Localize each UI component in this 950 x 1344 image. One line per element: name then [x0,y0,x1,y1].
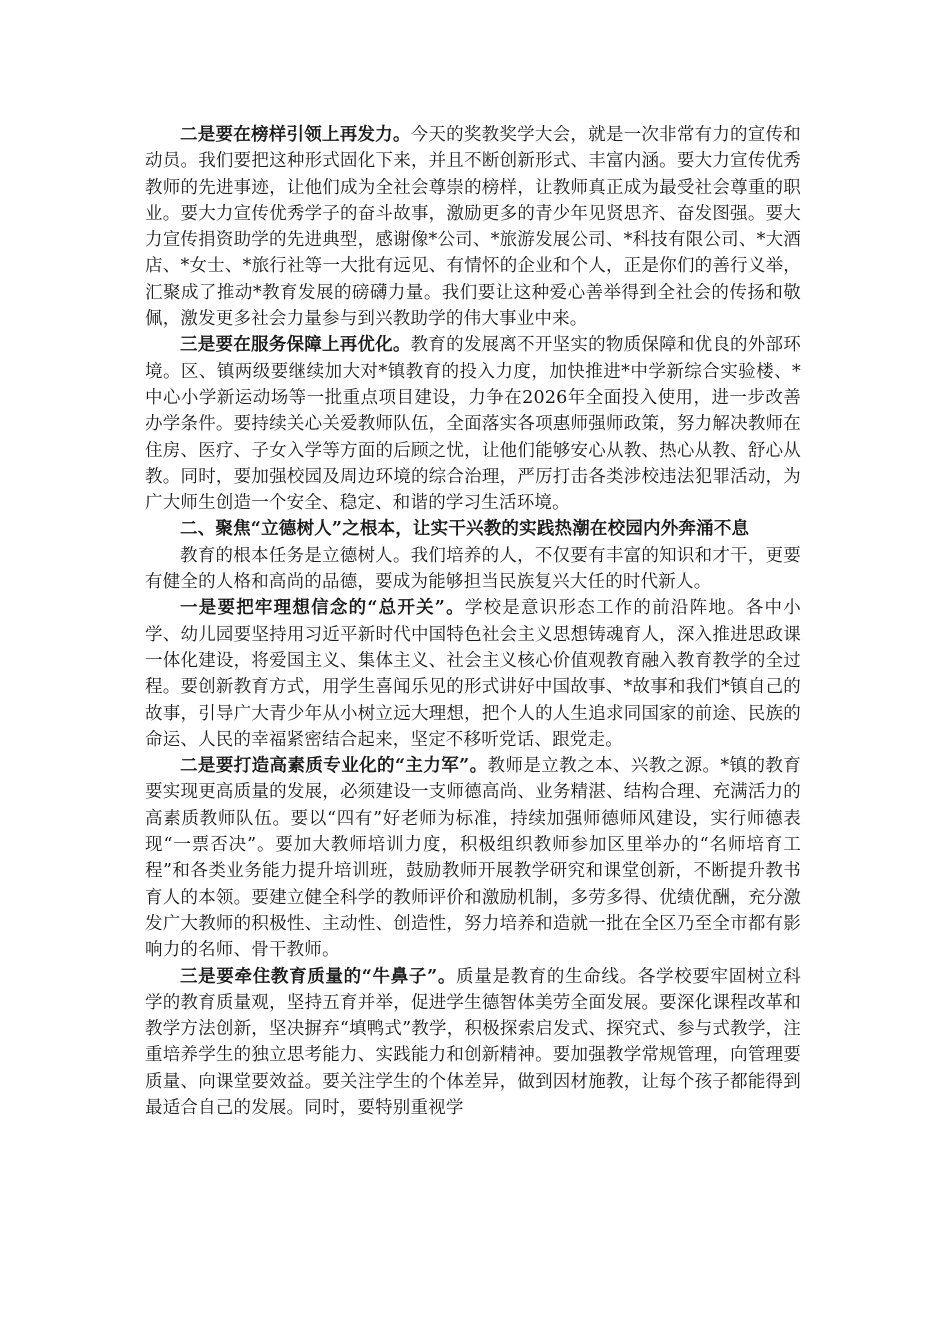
paragraph-service-guarantee [145,332,801,516]
section-heading [145,516,801,542]
paragraph-teacher-team [145,753,801,963]
paragraph-text: 教育的根本任务是立德树人。我们培养的人，不仅要有丰富的知识和才干，更要有健全的人格和高尚的品德，要成为能够担当民族复兴大任的时代新人。 [145,545,801,593]
paragraph-text: 教师是立教之本、兴教之源。*镇的教育要实现更高质量的发展，必须建设一支师德高尚、业务精湛、结构合理、充满活力的高素质教师队伍。要以“四有”好老师为标准，持续加强师德师风建设，实行师德表现“一票否决”。要加大教师培训力度，积极组织教师参加区里举办的“名师培育工程”和各类业务能力提升培训班，鼓励教师开展教学研究和课堂创新，不断提升教书育人的本领。要建立健全科学的教师评价和激励机制，多劳多得、优绩优酬，充分激发广大教师的积极性、主动性、创造性，努力培养和造就一批在全区乃至全市都有影响力的名师、骨干教师。 [145,756,801,961]
paragraph-lead: 二是要在榜样引领上再发力。 [180,125,411,145]
paragraph-lead: 三是要牵住教育质量的“牛鼻子”。 [180,966,457,987]
paragraph-ideals-beliefs [145,595,801,753]
paragraph-text: 今天的奖教奖学大会，就是一次非常有力的宣传和动员。我们要把这种形式固化下来，并且不断创新形式、丰富内涵。要大力宣传优秀教师的先进事迹，让他们成为全社会尊崇的榜样，让教师真正成为最受社会尊重的职业。要大力宣传优秀学子的奋斗故事，激励更多的青少年见贤思齐、奋发图强。要大力宣传捐资助学的先进典型，感谢像*公司、*旅游发展公司、*科技有限公司、*大酒店、*女士、*旅行社等一大批有远见、有情怀的企业和个人，正是你们的善行义举，汇聚成了推动*教育发展的磅礴力量。我们要让这种爱心善举得到全社会的传扬和敬佩，激发更多社会力量参与到兴教助学的伟大事业中来。 [145,125,801,330]
paragraph-lead: 一是要把牢理想信念的“总开关”。 [180,598,465,619]
paragraph-fundamental-task [145,543,801,596]
paragraph-text: 教育的发展离不开坚实的物质保障和优良的外部环境。区、镇两级要继续加大对*镇教育的投入力度，加快推进*中学新综合实验楼、*中心小学新运动场等一批重点项目建设，力争在2026年全面投入使用，进一步改善办学条件。要持续关心关爱教师队伍，全面落实各项惠师强师政策，努力解决教师在住房、医疗、子女入学等方面的后顾之忧，让他们能够安心从教、热心从教、舒心从教。同时，要加强校园及周边环境的综合治理，严厉打击各类涉校违法犯罪活动，为广大师生创造一个安全、稳定、和谐的学习生活环境。 [145,335,801,514]
paragraph-lead: 三是要在服务保障上再优化。 [180,335,411,356]
document-body [145,122,801,1121]
paragraph-lead: 二是要打造高素质专业化的“主力军”。 [180,756,488,777]
paragraph-role-model [145,122,801,332]
paragraph-text: 学校是意识形态工作的前沿阵地。各中小学、幼儿园要坚持用习近平新时代中国特色社会主义思想铸魂育人，深入推进思政课一体化建设，将爱国主义、集体主义、社会主义核心价值观教育融入教育教学的全过程。要创新教育方式，用学生喜闻乐见的形式讲好中国故事、*故事和我们*镇自己的故事，引导广大青少年从小树立远大理想，把个人的人生追求同国家的前途、民族的命运、人民的幸福紧密结合起来，坚定不移听党话、跟党走。 [145,598,801,750]
paragraph-education-quality [145,964,801,1122]
section-heading-text: 二、聚焦“立德树人”之根本，让实干兴教的实践热潮在校园内外奔涌不息 [180,519,750,540]
paragraph-text: 质量是教育的生命线。各学校要牢固树立科学的教育质量观，坚持五育并举，促进学生德智体美劳全面发展。要深化课程改革和教学方法创新，坚决摒弃“填鸭式”教学，积极探索启发式、探究式、参与式教学，注重培养学生的独立思考能力、实践能力和创新精神。要加强教学常规管理，向管理要质量、向课堂要效益。要关注学生的个体差异，做到因材施教，让每个孩子都能得到最适合自己的发展。同时，要特别重视学 [145,966,801,1118]
